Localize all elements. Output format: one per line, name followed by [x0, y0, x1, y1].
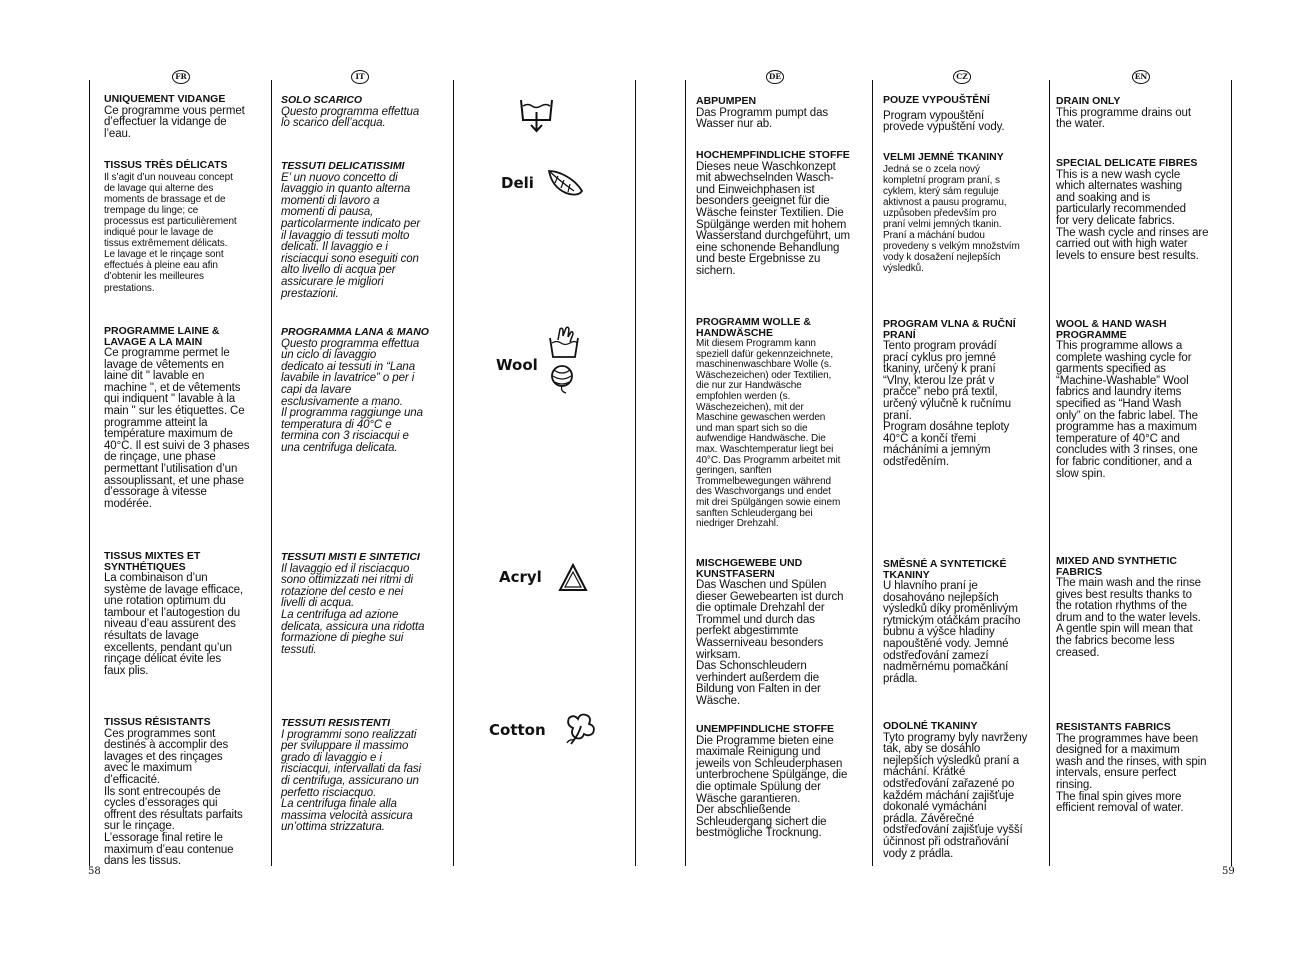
column-divider [89, 80, 90, 866]
section-wool: WOOL & HAND WASH PROGRAMME This programme allows a complete washing cycle for garments specified as “Machine-Washable” Wool fabrics and laundry items specified as “Hand Wash only” on the fabric label. The programme has a maximum temperature of 40°C and concludes with 3 rinses, one for fabric conditioner, and a slow spin. [1056, 318, 1198, 480]
section-resistant: TESSUTI RESISTENTI I programmi sono realizzati per sviluppare il massimo grado di lavaggio e i risciacqui, intervallati da fasi di centrifuga, assicurano un perfetto risciacquo. La centrifuga finale alla massima velocità assicura un’ottima strizzatura. [281, 717, 421, 834]
column-divider [685, 80, 686, 866]
section-wool: PROGRAMM WOLLE & HANDWÄSCHE Mit diesem Programm kann speziell dafür gekennzeichnete, maschinenwaschbare Wolle (s. Wäschezeichen) oder Textilien, die nur zur Handwäsche empfohlen werden (s. Wäschezeichen), mit der Maschine gewaschen werden und man spart sich so die aufwendige Handwäsche. Die max. Waschtemperatur liegt bei 40°C. Das Programm arbeitet mit geringen, sanften Trommelbewegungen während des Waschvorgangs und endet mit drei Spülgängen sowie einem sanften Schleudergang bei niedriger Drehzahl. [696, 316, 841, 530]
deli-label: Deli [501, 174, 534, 192]
acryl-label: Acryl [499, 568, 542, 586]
triangle-icon [558, 563, 588, 593]
column-divider [1049, 80, 1050, 866]
column-divider [635, 80, 636, 866]
section-mixed: TISSUS MIXTES ET SYNTHÉTIQUES La combinaison d’un système de lavage efficace, une rotation optimum du tambour et l’autogestion du niveau d’eau assurent des résultats de lavage excellents, pendant qu’un rinçage délicat évite les faux plis. [104, 550, 244, 677]
section-mixed: TESSUTI MISTI E SINTETICI Il lavaggio ed il risciacquo sono ottimizzati nei ritmi di rotazione del cesto e nei livelli di acqua. La centrifuga ad azione delicata, assicura una ridotta formazione di pieghe sui tessuti. [281, 551, 425, 656]
section-drain: ABPUMPEN Das Programm pumpt das Wasser nur ab. [696, 95, 829, 131]
feather-icon [546, 167, 584, 199]
section-delicate: TESSUTI DELICATISSIMI E’ un nuovo concetto di lavaggio in quanto alterna momenti di lavoro a momenti di pausa, particolarmente indicato per il lavaggio di tessuti molto delicati. Il lavaggio e i risciacqui sono eseguiti con alto livello di acqua per assicurare le migliori prestazioni. [281, 160, 421, 300]
column-divider [872, 80, 873, 866]
section-drain: SOLO SCARICO Questo programma effettua lo scarico dell’acqua. [281, 94, 420, 130]
section-drain: UNIQUEMENT VIDANGE Ce programme vous permet d’effectuer la vidange de l’eau. [104, 93, 245, 140]
language-flag-cz: CZ [953, 70, 971, 84]
drain-icon [518, 98, 556, 134]
column-divider [271, 80, 272, 866]
page-number-right: 59 [1222, 866, 1235, 877]
yarn-ball-icon [548, 360, 578, 394]
hand-wash-icon [546, 326, 582, 360]
wool-label: Wool [496, 356, 538, 374]
language-flag-fr: FR [172, 70, 190, 84]
section-mixed: MIXED AND SYNTHETIC FABRICS The main wash and the rinse gives best results thanks to the rotation rhythms of the drum and to the water levels. A gentle spin will mean that the fabrics become less creased. [1056, 555, 1201, 659]
column-divider [453, 80, 454, 866]
section-resistant: UNEMPFINDLICHE STOFFE Die Programme bieten eine maximale Reinigung und jeweils von Schleuderphasen unterbrochene Spülgänge, die die optimale Spülung der Wäsche garantieren. Der abschließende Schleudergang sichert die bestmögliche Trocknung. [696, 723, 848, 840]
section-delicate: VELMI JEMNÉ TKANINY Jedná se o zcela nový kompletní program praní, s cyklem, který sám reguluje aktivnost a pausu programu, uzpůsoben především pro praní velmi jemných tkanin. Praní a máchání budou provedeny s velkým množstvím vody k dosažení nejlepších výsledků. [883, 151, 1020, 275]
language-flag-it: IT [351, 70, 369, 84]
cotton-label: Cotton [489, 721, 546, 739]
section-delicate: HOCHEMPFINDLICHE STOFFE Dieses neue Waschkonzept mit abwechselnden Wasch- und Einweichphasen ist besonders geeignet für die Wäsche feinster Textilien. Die Spülgänge werden mit hohem Wasserstand durchgeführt, um eine schonende Behandlung und beste Ergebnisse zu sichern. [696, 149, 851, 277]
section-delicate: TISSUS TRÈS DÉLICATS Il s’agit d’un nouveau concept de lavage qui alterne des moments de brassage et de trempage du linge; ce processus est particulièrement indiqué pour le lavage de tissus extrêmement délicats. Le lavage et le rinçage sont effectués à pleine eau afin d’obtenir les meilleures prestations. [104, 159, 237, 294]
section-drain: DRAIN ONLY This programme drains out the water. [1056, 95, 1191, 131]
section-delicate: SPECIAL DELICATE FIBRES This is a new wash cycle which alternates washing and soaking and is particularly recommended for very delicate fabrics. The wash cycle and rinses are carried out with high water levels to ensure best results. [1056, 157, 1209, 262]
language-flag-de: DE [766, 70, 784, 84]
section-wool: PROGRAM VLNA & RUČNÍ PRANÍ Tento program provádí prací cyklus pro jemné tkaniny, určený k praní “Vlny, kterou lze prát v pračce” nebo prá textil, určený výlučně k ručnímu praní. Program dosáhne teploty 40°C a končí třemi mácháními a jemným odstředěním. [883, 318, 1016, 468]
section-drain: POUZE VYPOUŠTĚNÍ Program vypouštění provede vypuštění vody. [883, 94, 1005, 134]
section-resistant: RESISTANTS FABRICS The programmes have been designed for a maximum wash and the rinses, with spin intervals, ensure perfect rinsing. The final spin gives more efficient removal of water. [1056, 721, 1207, 815]
page-number-left: 58 [88, 866, 101, 877]
section-wool: PROGRAMME LAINE & LAVAGE A LA MAIN Ce programme permet le lavage de vêtements en laine dit " lavable en machine ", et de vêtements qui indiquent " lavable à la main " sur les étiquettes. Ce programme atteint la température maximum de 40°C. Il est suivi de 3 phases de rinçage, une phase permettant l’utilisation d’un assouplissant, et une phase d’essorage à vitesse modérée. [104, 325, 250, 510]
cotton-flower-icon [563, 712, 599, 746]
section-wool: PROGRAMMA LANA & MANO Questo programma effettua un ciclo di lavaggio dedicato ai tessuti in “Lana lavabile in lavatrice” o per i capi da lavare esclusivamente a mano. Il programma raggiunge una temperatura di 40°C e termina con 3 risciacqui e una centrifuga delicata. [281, 326, 429, 454]
section-mixed: MISCHGEWEBE UND KUNSTFASERN Das Waschen und Spülen dieser Gewebearten ist durch die optimale Drehzahl der Trommel und durch das perfekt abgestimmte Wasserniveau besonders wirksam. Das Schonschleudern verhindert außerdem die Bildung von Falten in der Wäsche. [696, 557, 844, 707]
column-divider [1231, 80, 1232, 866]
section-resistant: ODOLNÉ TKANINY Tyto programy byly navrženy tak, aby se dosáhlo nejlepších výsledků praní a máchání. Krátké odstřeďování zařazené po každém máchání zajišťuje dokonalé vymáchání prádla. Závěrečné odstřeďování zajišťuje vyšší účinnost při odstraňování vody z prádla. [883, 720, 1028, 860]
section-resistant: TISSUS RÉSISTANTS Ces programmes sont destinés à accomplir des lavages et des rinçages avec le maximum d’efficacité. Ils sont entrecoupés de cycles d’essorages qui offrent des résultats parfaits sur le rinçage. L’essorage final retire le maximum d’eau contenue dans les tissus. [104, 716, 243, 868]
language-flag-en: EN [1132, 70, 1150, 84]
section-mixed: SMĚSNÉ A SYNTETICKÉ TKANINY U hlavního praní je dosahováno nejlepších výsledků díky proměnlivým rytmickým otáčkám pracího bubnu a výšce hladiny napouštěné vody. Jemné odstřeďování zamezí nadměrnému pomačkání prádla. [883, 558, 1021, 685]
